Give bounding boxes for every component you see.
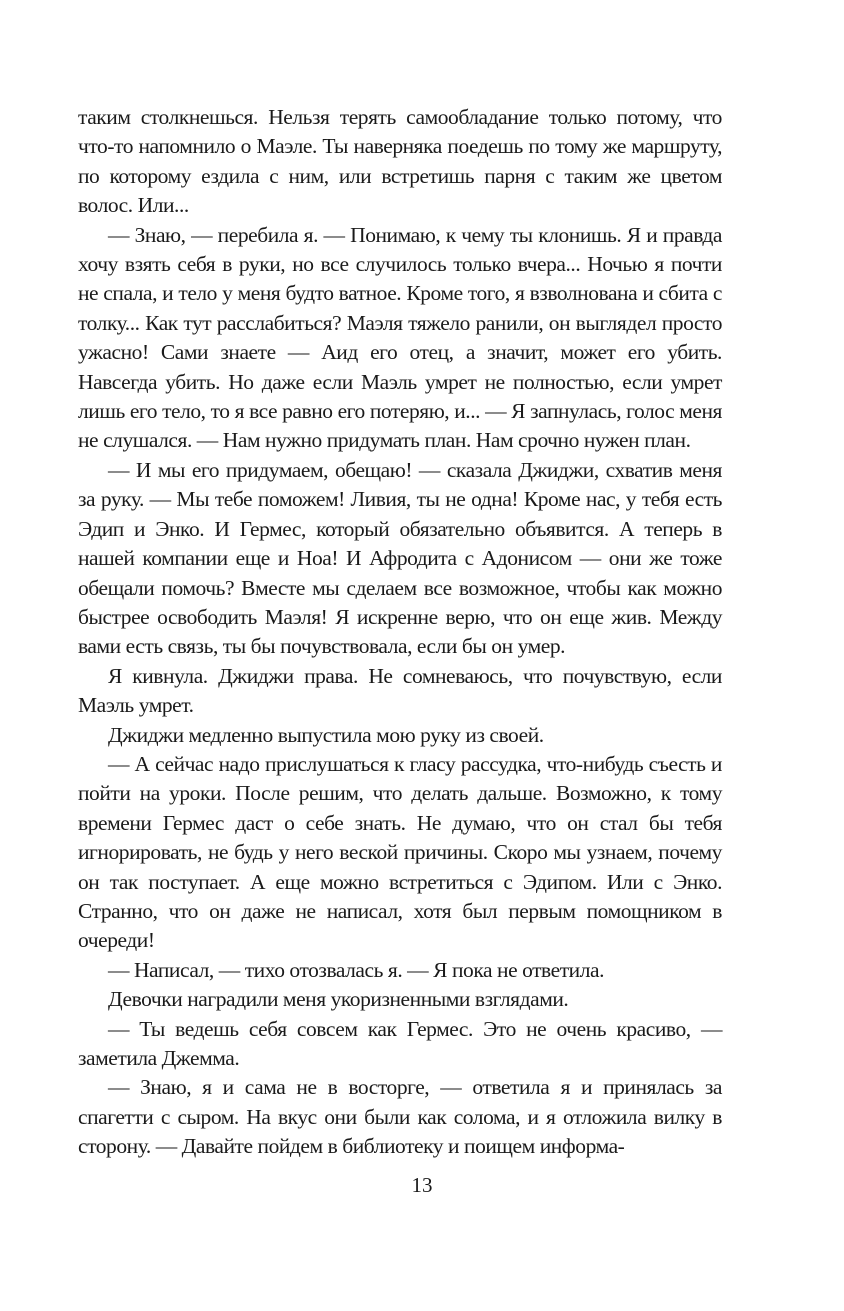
paragraph: — Знаю, — перебила я. — Понимаю, к чему ты клонишь. Я и правда хочу взять себя в руки, но все случилось только вчера... Ночью я почти не спала, и тело у меня будто ватное. Кроме того, я взволнована и сбита с толку... Как тут расслабиться? Маэля тяжело ранили, он выглядел просто ужасно! Сами знаете — Аид его отец, а значит, может его убить. Навсегда убить. Но даже если Маэль умрет не полностью, если умрет лишь его тело, то я все равно его потеряю, и... — Я запнулась, голос меня не слушался. — Нам нужно придумать план. Нам срочно нужен план.	[78, 222, 722, 453]
page-number: 13	[411, 1173, 433, 1197]
paragraph: — А сейчас надо прислушаться к гласу рассудка, что-нибудь съесть и пойти на уроки. После решим, что делать дальше. Возможно, к тому времени Гермес даст о себе знать. Не думаю, что он стал бы тебя игнорировать, не будь у него веской причины. Скоро мы узнаем, почему он так поступает. А еще можно встретиться с Эдипом. Или с Энко. Странно, что он даже не написал, хотя был первым помощником в очереди!	[78, 751, 722, 953]
paragraph: — Знаю, я и сама не в восторге, — ответила я и принялась за спагетти с сыром. На вкус они были как солома, и я отложила вилку в сторону. — Давайте пойдем в библиотеку и поищем информа-	[78, 1075, 722, 1159]
paragraph: Я кивнула. Джиджи права. Не сомневаюсь, что почувствую, если Маэль умрет.	[78, 663, 722, 718]
paragraph: — Написал, — тихо отозвалась я. — Я пока не ответила.	[108, 957, 605, 982]
paragraph: Джиджи медленно выпустила мою руку из своей.	[108, 722, 544, 747]
paragraph: Девочки наградили меня укоризненными взглядами.	[108, 987, 569, 1012]
page-body	[78, 103, 722, 1162]
paragraph: — Ты ведешь себя совсем как Гермес. Это не очень красиво, — заметила Джемма.	[78, 1016, 722, 1070]
paragraph: — И мы его придумаем, обещаю! — сказала Джиджи, схватив меня за руку. — Мы тебе поможем! Ливия, ты не одна! Кроме нас, у тебя есть Эдип и Энко. И Гермес, который обязательно объявится. А теперь в нашей компании еще и Ноа! И Афродита с Адонисом — они же тоже обещали помочь? Вместе мы сделаем все возможное, чтобы как можно быстрее освободить Маэля! Я искренне верю, что он еще жив. Между вами есть связь, ты бы почувствовала, если бы он умер.	[78, 457, 722, 659]
paragraph: таким столкнешься. Нельзя терять самообладание только потому, что что-то напомнило о Маэле. Ты наверняка поедешь по тому же маршруту, по которому ездила с ним, или встретишь парня с таким же цветом волос. Или...	[78, 105, 722, 218]
